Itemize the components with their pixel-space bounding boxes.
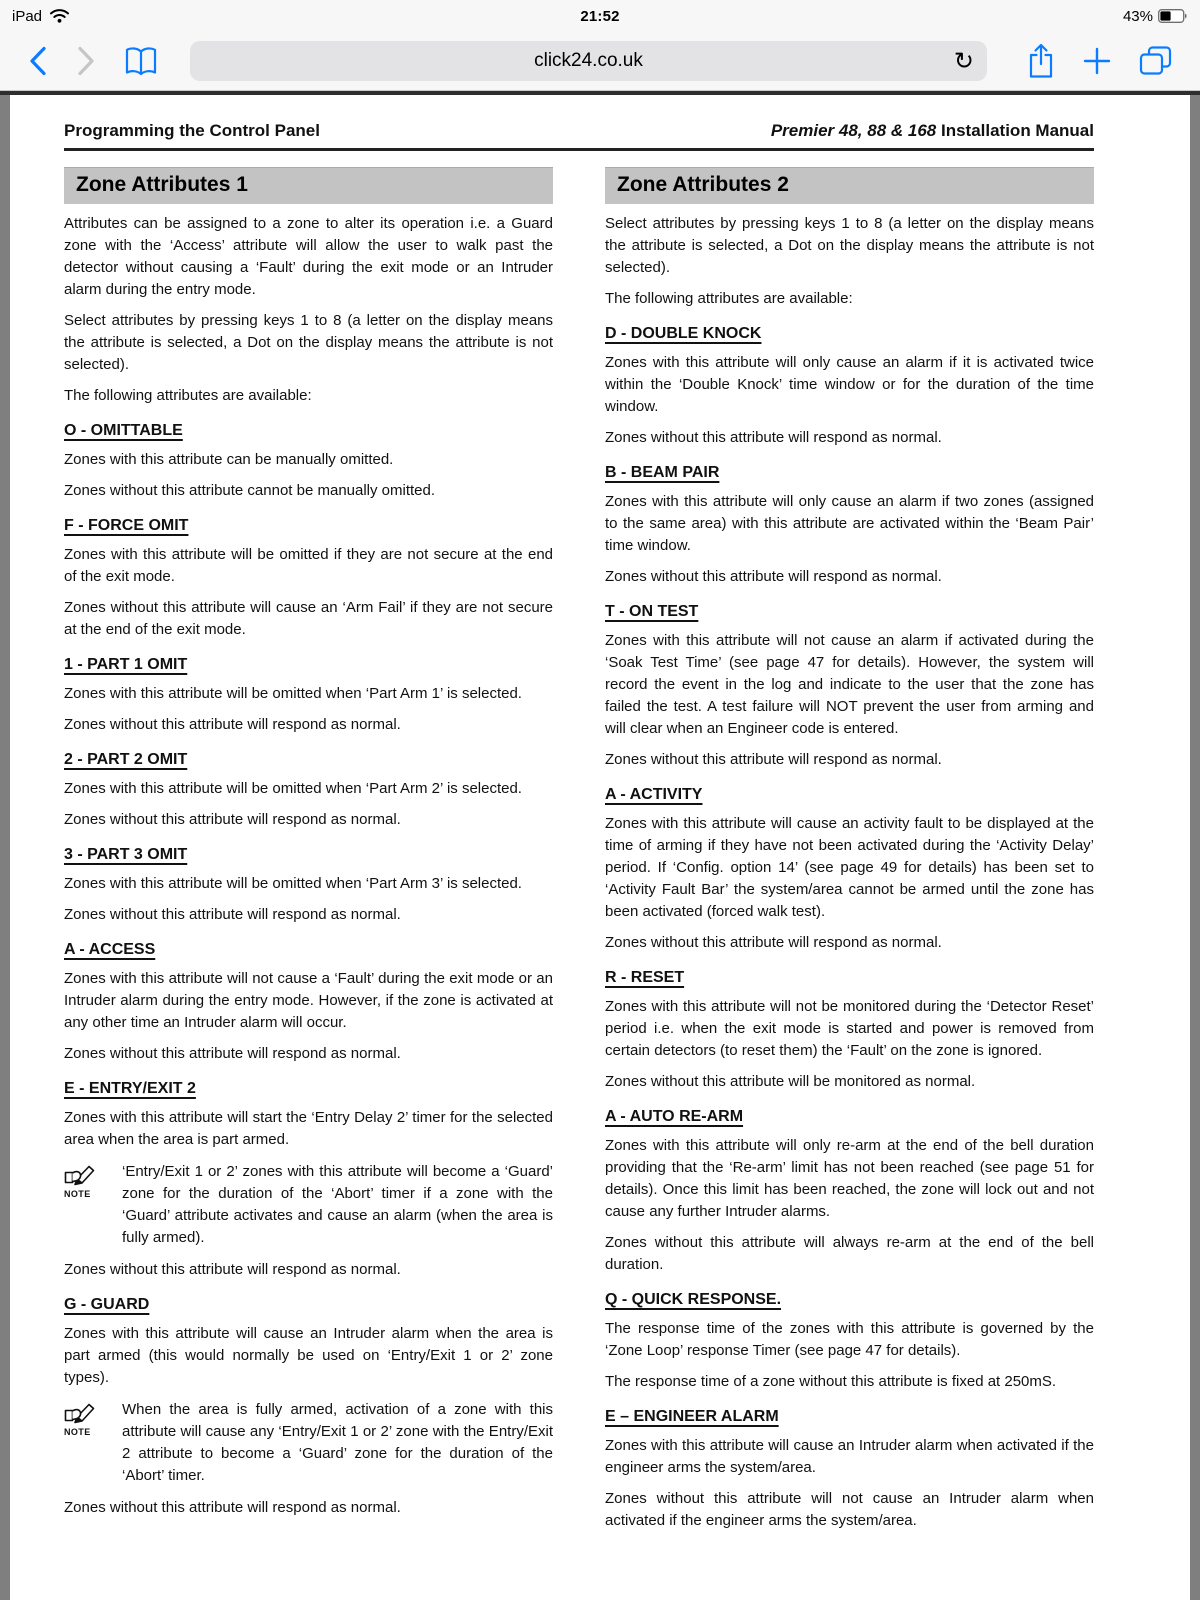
tabs-icon bbox=[1139, 46, 1172, 76]
paragraph: The response time of a zone without this attribute is fixed at 250mS. bbox=[605, 1373, 1057, 1390]
clock: 21:52 bbox=[580, 7, 620, 25]
note-text: When the area is fully armed, activation of a zone with this attribute will cause any ‘Entry/Exit 1 or 2’ zone with the Entry/Exit 2 attribute to become a ‘Guard’ zone for the duration of the ‘Abort’ timer. bbox=[122, 1401, 553, 1484]
share-button[interactable] bbox=[1013, 43, 1069, 79]
paragraph: Zones without this attribute cannot be manually omitted. bbox=[64, 482, 436, 499]
attribute-heading: T - ON TEST bbox=[605, 603, 699, 620]
attribute-heading: 2 - PART 2 OMIT bbox=[64, 751, 188, 768]
paragraph: Zones with this attribute will only cause an alarm if two zones (assigned to the same area) with this attribute are activated within the ‘Beam Pair’ time window. bbox=[605, 493, 1094, 554]
paragraph: Zones without this attribute will cause an ‘Arm Fail’ if they are not secure at the end of the exit mode. bbox=[64, 599, 553, 638]
paragraph: Zones with this attribute will be omitted when ‘Part Arm 2’ is selected. bbox=[64, 780, 522, 797]
attribute-heading: F - FORCE OMIT bbox=[64, 517, 189, 534]
battery-icon bbox=[1158, 9, 1188, 23]
two-column-layout bbox=[64, 167, 1094, 1541]
paragraph: The response time of the zones with this attribute is governed by the ‘Zone Loop’ response Timer (see page 47 for details). bbox=[605, 1320, 1094, 1359]
paragraph: Select attributes by pressing keys 1 to 8 (a letter on the display means the attribute is selected, a Dot on the display means the attribute is not selected). bbox=[605, 215, 1094, 276]
paragraph: Zones without this attribute will respond as normal. bbox=[605, 934, 942, 951]
doc-header-right bbox=[771, 121, 1094, 141]
tabs-button[interactable] bbox=[1125, 46, 1186, 76]
section-title-1: Zone Attributes 1 bbox=[64, 167, 553, 204]
doc-header-left: Programming the Control Panel bbox=[64, 121, 320, 140]
note-label: NOTE bbox=[64, 1189, 91, 1199]
attribute-heading: D - DOUBLE KNOCK bbox=[605, 325, 762, 342]
status-bar bbox=[0, 0, 1200, 32]
attribute-heading: 3 - PART 3 OMIT bbox=[64, 846, 188, 863]
attribute-heading: A - ACCESS bbox=[64, 941, 156, 958]
paragraph: Zones with this attribute will cause an activity fault to be displayed at the time of arming if they have not been activated during the ‘Activity Delay’ period. If ‘Config. option 14’ (see page 49 for details) has been set to ‘Activity Fault Bar’ the system/area cannot be armed until the zone has been activated (forced walk test). bbox=[605, 815, 1094, 920]
paragraph: Zones with this attribute will not cause a ‘Fault’ during the exit mode or an Intruder alarm during the entry mode. However, if the zone is activated at any other time an Intruder alarm will occur. bbox=[64, 970, 553, 1031]
paragraph: The following attributes are available: bbox=[605, 290, 853, 307]
zone-attributes-1-section bbox=[64, 167, 553, 1541]
paragraph: Zones with this attribute will only re-arm at the end of the bell duration providing that the ‘Re-arm’ limit has not been reached (see page 51 for details). Once this limit has been reached, the zone will lock out and not cause any further Intruder alarms. bbox=[605, 1137, 1094, 1220]
note-block bbox=[64, 1399, 553, 1487]
paragraph: Zones without this attribute will respond as normal. bbox=[605, 568, 942, 585]
note-label: NOTE bbox=[64, 1427, 91, 1437]
zone-attributes-2-section bbox=[605, 167, 1094, 1541]
section-body-1 bbox=[64, 213, 553, 1519]
paragraph: Attributes can be assigned to a zone to alter its operation i.e. a Guard zone with the ‘Access’ attribute will allow the user to walk past the detector without causing a ‘Fault’ during the exit mode or an Intruder alarm during the entry mode. bbox=[64, 215, 553, 298]
writing-hand-icon bbox=[64, 1164, 98, 1187]
attribute-heading: O - OMITTABLE bbox=[64, 422, 183, 439]
url-text: click24.co.uk bbox=[534, 50, 643, 71]
section-title-2: Zone Attributes 2 bbox=[605, 167, 1094, 204]
paragraph: Zones with this attribute will be omitted when ‘Part Arm 3’ is selected. bbox=[64, 875, 522, 892]
safari-toolbar bbox=[0, 32, 1200, 91]
section-body-2 bbox=[605, 213, 1094, 1532]
paragraph: Zones with this attribute will cause an Intruder alarm when the area is part armed (this would normally be used on ‘Entry/Exit 1 or 2’ zone types). bbox=[64, 1325, 553, 1386]
paragraph: Zones with this attribute will only cause an alarm if it is activated twice within the ‘Double Knock’ time window or for the duration of the time window. bbox=[605, 354, 1094, 415]
paragraph: Zones with this attribute will not be monitored during the ‘Detector Reset’ period i.e. when the exit mode is started and power is removed from certain detectors (to reset them) the ‘Fault’ on the zone is ignored. bbox=[605, 998, 1094, 1059]
paragraph: Zones with this attribute will be omitted when ‘Part Arm 1’ is selected. bbox=[64, 685, 522, 702]
paragraph: Zones without this attribute will respond as normal. bbox=[64, 1045, 401, 1062]
paragraph: Zones with this attribute will be omitted if they are not secure at the end of the exit mode. bbox=[64, 546, 553, 585]
pdf-viewport bbox=[0, 95, 1200, 1600]
share-icon bbox=[1027, 43, 1055, 79]
attribute-heading: G - GUARD bbox=[64, 1296, 150, 1313]
attribute-heading: 1 - PART 1 OMIT bbox=[64, 656, 188, 673]
attribute-heading: A - ACTIVITY bbox=[605, 786, 703, 803]
attribute-heading: R - RESET bbox=[605, 969, 685, 986]
viewer-margin-right bbox=[1190, 95, 1200, 1600]
doc-header-right-italic: Premier 48, 88 & 168 bbox=[770, 121, 937, 140]
forward-icon bbox=[76, 46, 96, 76]
attribute-heading: A - AUTO RE-ARM bbox=[605, 1108, 744, 1125]
paragraph: Zones with this attribute will not cause an alarm if activated during the ‘Soak Test Time’ (see page 47 for details). However, the system will record the event in the log and indicate to the user that the zone has failed the test. A test failure will NOT prevent the user from arming and will clear when an Engineer code is entered. bbox=[605, 632, 1094, 737]
viewer-margin-left bbox=[0, 95, 10, 1600]
bookmarks-button[interactable] bbox=[110, 46, 172, 77]
reload-icon[interactable]: ↻ bbox=[953, 47, 974, 75]
new-tab-button[interactable] bbox=[1069, 47, 1125, 75]
note-text: ‘Entry/Exit 1 or 2’ zones with this attribute will become a ‘Guard’ zone for the duration of the ‘Abort’ timer if a zone with the ‘Guard’ attribute activates and cause an alarm (when the area is fully armed). bbox=[122, 1163, 553, 1246]
paragraph: Zones without this attribute will respond as normal. bbox=[64, 811, 401, 828]
doc-header-right-rest: Installation Manual bbox=[936, 121, 1094, 140]
wifi-icon bbox=[49, 8, 70, 24]
plus-icon bbox=[1083, 47, 1111, 75]
document-page bbox=[10, 95, 1190, 1600]
attribute-heading: E – ENGINEER ALARM bbox=[605, 1408, 779, 1425]
paragraph: The following attributes are available: bbox=[64, 387, 312, 404]
attribute-heading: E - ENTRY/EXIT 2 bbox=[64, 1080, 196, 1097]
note-block bbox=[64, 1161, 553, 1249]
note-icon bbox=[64, 1161, 122, 1249]
paragraph: Zones with this attribute can be manually omitted. bbox=[64, 451, 394, 468]
note-icon bbox=[64, 1399, 122, 1487]
paragraph: Zones with this attribute will start the ‘Entry Delay 2’ timer for the selected area when the area is part armed. bbox=[64, 1109, 553, 1148]
address-bar[interactable] bbox=[190, 41, 987, 81]
paragraph: Zones without this attribute will respond as normal. bbox=[64, 1261, 401, 1278]
battery-percent: 43% bbox=[1122, 7, 1153, 25]
bookmarks-book-icon bbox=[124, 46, 158, 77]
writing-hand-icon bbox=[64, 1402, 98, 1425]
paragraph: Zones without this attribute will not cause an Intruder alarm when activated if the engineer arms the system/area. bbox=[605, 1490, 1094, 1529]
paragraph: Zones without this attribute will respond as normal. bbox=[64, 716, 401, 733]
paragraph: Zones with this attribute will cause an Intruder alarm when activated if the engineer arms the system/area. bbox=[605, 1437, 1094, 1476]
paragraph: Zones without this attribute will always re-arm at the end of the bell duration. bbox=[605, 1234, 1094, 1273]
paragraph: Zones without this attribute will respond as normal. bbox=[64, 1499, 401, 1516]
document-header bbox=[64, 121, 1094, 151]
paragraph: Zones without this attribute will respond as normal. bbox=[605, 751, 942, 768]
forward-button[interactable] bbox=[62, 46, 110, 76]
back-button[interactable] bbox=[14, 46, 62, 76]
paragraph: Select attributes by pressing keys 1 to 8 (a letter on the display means the attribute is selected, a Dot on the display means the attribute is not selected). bbox=[64, 312, 553, 373]
back-icon bbox=[28, 46, 48, 76]
attribute-heading: Q - QUICK RESPONSE. bbox=[605, 1291, 782, 1308]
paragraph: Zones without this attribute will be monitored as normal. bbox=[605, 1073, 976, 1090]
paragraph: Zones without this attribute will respond as normal. bbox=[605, 429, 942, 446]
attribute-heading: B - BEAM PAIR bbox=[605, 464, 720, 481]
paragraph: Zones without this attribute will respond as normal. bbox=[64, 906, 401, 923]
device-label: iPad bbox=[12, 7, 43, 25]
